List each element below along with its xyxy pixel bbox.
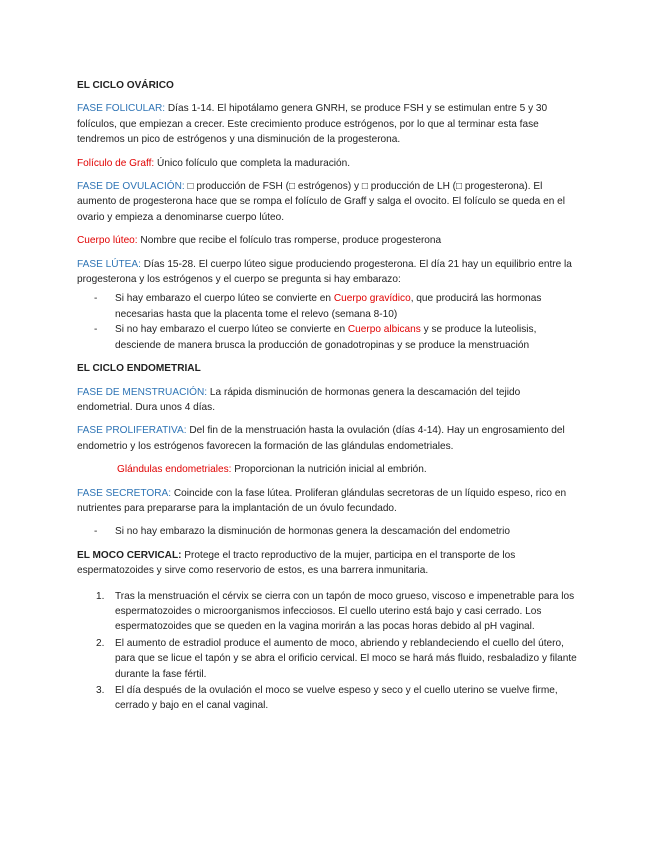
ovulation-phase-label: FASE DE OVULACIÓN: bbox=[77, 181, 185, 193]
proliferative-phase-label: FASE PROLIFERATIVA: bbox=[77, 425, 187, 437]
endometrial-glands-paragraph bbox=[77, 462, 577, 477]
follicular-phase-label: FASE FOLICULAR: bbox=[77, 103, 166, 115]
list-item bbox=[77, 322, 577, 353]
menstruation-phase-label: FASE DE MENSTRUACIÓN: bbox=[77, 386, 208, 398]
luteal-phase-text: Días 15-28. El cuerpo lúteo sigue produciendo progesterona. El día 21 hay un equilibrio entre la progesterona y los estrógenos y el cuerpo se pregunta si hay embarazo: bbox=[77, 258, 572, 286]
corpus-gravidum-term: Cuerpo gravídico bbox=[333, 293, 411, 305]
list-item: - Si no hay embarazo la disminución de hormonas genera la descamación del endometrio bbox=[77, 524, 577, 539]
ovulation-phase-paragraph bbox=[77, 179, 577, 225]
corpus-luteum-paragraph bbox=[77, 233, 577, 248]
secretory-phase-text: Coincide con la fase lútea. Proliferan glándulas secretoras de un líquido espeso, rico en nutrientes para prepararse para la implantación de un óvulo fecundado. bbox=[77, 487, 567, 514]
item-number: 3. bbox=[96, 685, 105, 696]
bullet-text: y se produce la luteolisis, desciende de manera brusca la producción de gonadotropinas y se produce la menstruación bbox=[115, 324, 537, 351]
secretory-phase-label: FASE SECRETORA: bbox=[77, 487, 172, 499]
secretory-phase-paragraph bbox=[77, 486, 577, 517]
corpus-luteum-text: Nombre que recibe el folículo tras romperse, produce progesterona bbox=[137, 235, 442, 247]
graff-follicle-label: Folículo de Graff: bbox=[77, 157, 155, 169]
list-item bbox=[77, 291, 577, 322]
cervical-mucus-paragraph bbox=[77, 548, 577, 579]
bullet-text: , que producirá las hormonas necesarias hasta que la placenta tome el relevo (semana 8-10) bbox=[115, 293, 542, 320]
item-text: El día después de la ovulación el moco se vuelve espeso y seco y el cuello uterino se vuelve firme, cerrado y bajo en el canal vaginal. bbox=[115, 685, 558, 712]
list-item bbox=[77, 636, 577, 682]
cervical-numbered-list bbox=[77, 589, 577, 714]
item-number: 2. bbox=[96, 637, 105, 649]
secretory-bullet-list bbox=[77, 524, 577, 539]
bullet-text: Si hay embarazo el cuerpo lúteo se convierte en bbox=[115, 293, 334, 305]
follicular-phase-text: Días 1-14. El hipotálamo genera GNRH, se produce FSH y se estimulan entre 5 y 30 folículos, que empiezan a crecer. Este crecimiento produce estrógenos, por lo que al terminar esta fase tendremos un pico de estrógenos y una disminución de la progesterona. bbox=[77, 103, 548, 146]
follicular-phase-paragraph bbox=[77, 101, 577, 147]
item-number: 1. bbox=[96, 590, 105, 602]
luteal-phase-paragraph bbox=[77, 257, 577, 288]
menstruation-phase-text: La rápida disminución de hormonas genera la descamación del tejido endometrial. Dura unos 4 días. bbox=[77, 386, 521, 413]
item-text: El aumento de estradiol produce el aumento de moco, abriendo y reblandeciendo el cuello del útero, para que se licue el tapón y se abra el orificio cervical. El moco se hará más fluido, resbaladizo y filante durante la fase fértil. bbox=[115, 637, 577, 680]
menstruation-phase-paragraph bbox=[77, 385, 577, 416]
endometrial-glands-text: Proporcionan la nutrición inicial al embrión. bbox=[231, 464, 427, 476]
list-item bbox=[77, 589, 577, 635]
ovarian-cycle-title: EL CICLO OVÁRICO bbox=[77, 80, 174, 91]
document-page bbox=[77, 78, 577, 715]
endometrial-cycle-title: EL CICLO ENDOMETRIAL bbox=[77, 363, 201, 375]
bullet-text: Si no hay embarazo el cuerpo lúteo se convierte en bbox=[115, 324, 348, 336]
corpus-luteum-label: Cuerpo lúteo: bbox=[77, 235, 138, 247]
ovulation-phase-text: □ producción de FSH (□ estrógenos) y □ producción de LH (□ progesterona). El aumento de progesterona hace que se rompa el folículo de Graff y salga el ovocito. El folículo se queda en el ovario y empieza a denominarse cuerpo lúteo. bbox=[77, 181, 565, 223]
item-text: Tras la menstruación el cérvix se cierra con un tapón de moco grueso, viscoso e impenetrable para los espermatozoides o microorganismos infecciosos. El cuello uterino está bajo y casi cerrado. Los espermatozoides que se queden en la vagina morirán a las pocas horas debido al pH vaginal. bbox=[115, 590, 575, 633]
cervical-mucus-text: Protege el tracto reproductivo de la mujer, participa en el transporte de los espermatozoides y sirve como reservorio de estos, es una barrera inmunitaria. bbox=[77, 549, 516, 577]
proliferative-phase-paragraph bbox=[77, 423, 577, 454]
cervical-mucus-title: EL MOCO CERVICAL: bbox=[77, 549, 182, 561]
proliferative-phase-text: Del fin de la menstruación hasta la ovulación (días 4-14). Hay un engrosamiento del endometrio y los estrógenos favorecen la formación de las glándulas endometriales. bbox=[77, 425, 565, 452]
list-item bbox=[77, 683, 577, 714]
graff-follicle-text: Único folículo que completa la maduración. bbox=[154, 157, 351, 169]
corpus-albicans-term: Cuerpo albicans bbox=[347, 324, 421, 336]
luteal-bullet-list bbox=[77, 291, 577, 353]
luteal-phase-label: FASE LÚTEA: bbox=[77, 258, 141, 270]
endometrial-glands-label: Glándulas endometriales: bbox=[117, 464, 232, 476]
graff-follicle-paragraph bbox=[77, 156, 577, 171]
